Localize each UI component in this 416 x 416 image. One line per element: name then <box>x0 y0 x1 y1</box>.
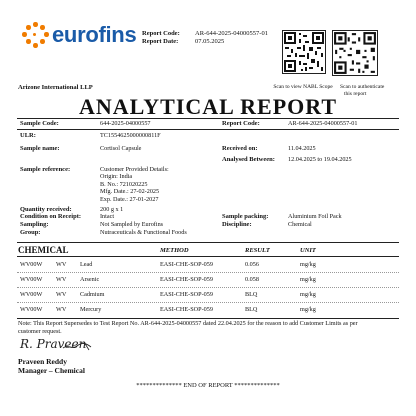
signature-flourish <box>62 340 92 352</box>
report-code-label: Report Code: <box>142 30 180 37</box>
row-result: 0.058 <box>245 276 259 283</box>
quantity-value: 200 g x 1 <box>100 206 124 213</box>
row-unit: mg/kg <box>300 276 316 283</box>
received-on-value: 11.04.2025 <box>288 145 316 152</box>
row-parameter: Cadmium <box>80 291 105 298</box>
report-code-value: AR-644-2025-04000557-01 <box>195 30 268 37</box>
sample-code-value: 644-2025-04000557 <box>100 120 151 127</box>
packing-value: Aluminium Foil Pack <box>288 213 342 220</box>
report-note <box>18 320 402 335</box>
row-divider <box>17 272 399 273</box>
nabl-qr-code[interactable] <box>282 30 326 74</box>
sample-name-value: Cortisol Capsule <box>100 145 142 152</box>
row-unit: mg/kg <box>300 291 316 298</box>
row-unit: mg/kg <box>300 306 316 313</box>
result-header: RESULT <box>245 247 270 254</box>
report-date-label: Report Date: <box>142 38 179 45</box>
row-type: WV <box>56 261 67 268</box>
results-header-rule <box>17 256 399 257</box>
row-code: WV00W <box>20 306 43 313</box>
discipline-label: Discipline: <box>222 221 252 228</box>
signatory-role: Manager – Chemical <box>18 366 85 375</box>
row-divider <box>17 302 399 303</box>
row-divider <box>17 287 399 288</box>
analysed-between-label: Analysed Between: <box>222 156 275 163</box>
logo-dots-icon <box>22 22 48 48</box>
condition-value: Intact <box>100 213 115 220</box>
details-report-code-label: Report Code: <box>222 120 260 127</box>
authenticate-qr-code[interactable] <box>332 30 378 76</box>
client-name: Arizone International LLP <box>18 84 93 91</box>
auth-qr-caption-line2: this report <box>344 90 367 97</box>
header-values <box>195 30 268 46</box>
sample-reference-line: Origin: India <box>100 173 133 181</box>
method-header: METHOD <box>160 247 189 254</box>
sample-reference-label: Sample reference: <box>20 166 71 173</box>
details-rule-1 <box>17 129 399 130</box>
ulr-value: TC1554625000000811F <box>100 132 161 139</box>
row-method: EASI-CHE-SOP-059 <box>160 261 213 268</box>
sample-code-label: Sample Code: <box>20 120 59 127</box>
note-line: Note: This Report Supersedes to Test Report No. AR-644-2025-04000557 dated 22.04.2025 for the reason to add Customer Limits as per <box>18 320 358 327</box>
row-result: BLQ <box>245 306 258 313</box>
nabl-qr-caption: Scan to view NABL Scope <box>273 84 333 90</box>
header-codes <box>142 30 180 46</box>
results-bottom-rule <box>17 318 399 319</box>
row-unit: mg/kg <box>300 261 316 268</box>
row-code: WV00W <box>20 261 43 268</box>
chemical-section-title: CHEMICAL <box>18 245 69 255</box>
row-result: 0.056 <box>245 261 259 268</box>
report-date-value: 07.05.2025 <box>195 38 225 45</box>
row-code: WV00W <box>20 291 43 298</box>
received-on-label: Received on: <box>222 145 258 152</box>
sample-reference-line: Exp. Date.: 27-01-2027 <box>100 195 159 203</box>
row-method: EASI-CHE-SOP-059 <box>160 276 213 283</box>
results-top-rule <box>17 242 399 243</box>
details-report-code-value: AR-644-2025-04000557-01 <box>288 120 358 127</box>
analysed-between-value: 12.04.2025 to 19.04.2025 <box>288 156 352 163</box>
row-code: WV00W <box>20 276 43 283</box>
sampling-label: Sampling: <box>20 221 49 228</box>
group-value: Nutraceuticals & Functional Foods <box>100 229 187 236</box>
row-parameter: Mercury <box>80 306 102 313</box>
ulr-label: ULR: <box>20 132 36 139</box>
packing-label: Sample packing: <box>222 213 269 220</box>
signatory-name: Praveen Reddy <box>18 357 67 366</box>
report-title: ANALYTICAL REPORT <box>78 94 338 119</box>
title-rule <box>17 118 399 119</box>
row-parameter: Lead <box>80 261 93 268</box>
quantity-label: Quantity received: <box>20 206 72 213</box>
row-type: WV <box>56 291 67 298</box>
brand-name: eurofins <box>52 22 137 47</box>
row-parameter: Arsenic <box>80 276 100 283</box>
row-type: WV <box>56 276 67 283</box>
eurofins-logo <box>22 22 136 48</box>
row-method: EASI-CHE-SOP-059 <box>160 306 213 313</box>
condition-label: Condition on Receipt: <box>20 213 82 220</box>
unit-header: UNIT <box>300 247 316 254</box>
discipline-value: Chemical <box>288 221 312 228</box>
end-of-report: ************** END OF REPORT ************** <box>136 382 280 389</box>
note-line: customer request. <box>18 327 62 335</box>
sample-reference-line: B. No.: 721020225 <box>100 180 148 188</box>
auth-qr-caption-line1: Scan to authenticate <box>340 84 385 90</box>
sample-reference-value <box>100 166 169 203</box>
sampling-value: Not Sampled by Eurofins <box>100 221 164 228</box>
row-method: EASI-CHE-SOP-059 <box>160 291 213 298</box>
group-label: Group: <box>20 229 41 236</box>
signature: R. Praveen <box>20 337 87 351</box>
sample-name-label: Sample name: <box>20 145 60 152</box>
row-result: BLQ <box>245 291 258 298</box>
sample-reference-line: Mfg. Date.: 27-02-2025 <box>100 188 160 196</box>
sample-reference-line: Customer Provided Details: <box>100 166 169 173</box>
row-type: WV <box>56 306 67 313</box>
